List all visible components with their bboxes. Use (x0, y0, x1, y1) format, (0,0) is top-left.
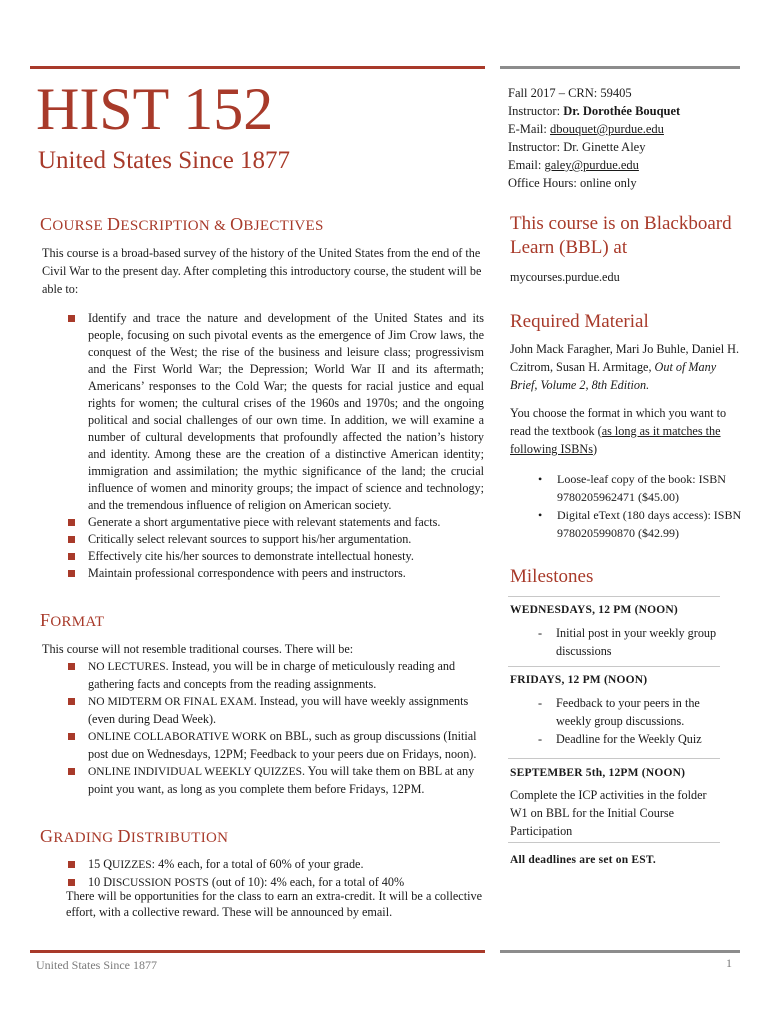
footer-rule-left (30, 950, 485, 953)
instructor-1: Instructor: Dr. Dorothée Bouquet (508, 104, 681, 118)
blackboard-url[interactable]: mycourses.purdue.edu (510, 270, 620, 284)
objective-item: Generate a short argumentative piece with relevant statements and facts. (64, 514, 484, 531)
deadlines-note: All deadlines are set on EST. (510, 854, 656, 866)
milestone-friday: FRIDAYS, 12 PM (NOON) (510, 674, 648, 686)
course-code: HIST 152 (36, 76, 274, 142)
milestone-item: - Deadline for the Weekly Quiz (510, 730, 720, 748)
grading-item-discussions: 10 DISCUSSION POSTS (out of 10): 4% each, for a total of 40% (64, 874, 484, 892)
milestone-wednesday: WEDNESDAYS, 12 PM (NOON) (510, 604, 678, 616)
format-item: ONLINE COLLABORATIVE WORK on BBL, such as group discussions (Initial post due on Wednesdays, 12PM; Feedback to your peers due on Fridays, noon). (64, 728, 484, 763)
email-1-link[interactable]: dbouquet@purdue.edu (550, 122, 664, 136)
instructor-1-name: Dr. Dorothée Bouquet (563, 104, 681, 118)
instructor-2: Instructor: Dr. Ginette Aley (508, 140, 646, 154)
milestones-divider-4 (508, 842, 720, 843)
milestones-divider-2 (508, 666, 720, 667)
description-intro: This course is a broad-based survey of the history of the United States from the end of the Civil War to the present day. After completing this introductory course, the student will be able to: (42, 246, 482, 296)
friday-items (510, 694, 720, 748)
format-item: NO MIDTERM OR FINAL EXAM. Instead, you will have weekly assignments (even during Dead Week). (64, 693, 484, 728)
september-text: Complete the ICP activities in the folder W1 on BBL for the Initial Course Participation (510, 788, 707, 838)
description-heading: COURSE DESCRIPTION & OBJECTIVES (40, 214, 324, 234)
milestones-heading: Milestones (510, 566, 594, 587)
office-hours: Office Hours: online only (508, 176, 637, 190)
option-loose-leaf: • Loose-leaf copy of the book: ISBN 9780205962471 ($45.00) (510, 470, 742, 506)
grading-list (64, 856, 484, 892)
format-heading: FORMAT (40, 610, 105, 630)
format-list (64, 658, 484, 798)
isbn-note: as long as it matches the following ISBNs (510, 424, 721, 456)
course-info (508, 84, 743, 192)
material-heading: Required Material (510, 311, 649, 332)
milestone-september: SEPTEMBER 5th, 12PM (NOON) (510, 767, 686, 779)
wednesday-items (510, 624, 720, 660)
top-rule-left (30, 66, 485, 69)
email-1: E-Mail: dbouquet@purdue.edu (508, 122, 664, 136)
format-intro: This course will not resemble traditional courses. There will be: (42, 642, 354, 656)
material-authors: John Mack Faragher, Mari Jo Buhle, Daniel H. Czitrom, Susan H. Armitage, Out of Many Brief, Volume 2, 8th Edition. (510, 342, 739, 392)
term: Fall 2017 – CRN: 59405 (508, 86, 632, 100)
top-rule-right (500, 66, 740, 69)
footer-rule-right (500, 950, 740, 953)
objective-item: Maintain professional correspondence with peers and instructors. (64, 565, 484, 582)
book-title: Out of Many Brief, Volume 2, 8th Edition (510, 360, 717, 392)
extra-credit-note: There will be opportunities for the class to earn an extra-credit. It will be a collective effort, with a collective reward. These will be announced by email. (66, 889, 482, 919)
milestones-divider-3 (508, 758, 720, 759)
objective-item: Identify and trace the nature and development of the United States and its people, focusing on such pivotal events as the emergence of Jim Crow laws, the conquest of the West; the rise of the business and leisure class; progressivism and the First World War; the Depression; World War II and its aftermath; Americans’ responses to the Cold War; the quests for racial justice and equal rights for women; the cultural crises of the 1960s and 1970s; and the ongoing political and social challenges of our own time. In addition, we will examine a number of cultural developments that profoundly affected the nation’s history and identity. Among these are the creation of a distinctive American identity; immigration and assimilation; the mythic significance of the land; the crucial influence of women and minority groups; the impact of science and technology; and the tremendous influence of religion on American society. (64, 310, 484, 514)
format-item: NO LECTURES. Instead, you will be in charge of meticulously reading and gathering facts and concepts from the reading assignments. (64, 658, 484, 693)
footer-course-name: United States Since 1877 (36, 958, 157, 972)
material-format-note: You choose the format in which you want to read the textbook (as long as it matches the following ISBNs) (510, 406, 727, 456)
option-etext: • Digital eText (180 days access): ISBN 9780205990870 ($42.99) (510, 506, 742, 542)
material-options (510, 470, 742, 542)
email-2: Email: galey@purdue.edu (508, 158, 639, 172)
blackboard-heading: This course is on Blackboard Learn (BBL) at (510, 213, 732, 258)
email-2-link[interactable]: galey@purdue.edu (544, 158, 639, 172)
objective-item: Effectively cite his/her sources to demonstrate intellectual honesty. (64, 548, 484, 565)
milestones-divider-1 (508, 596, 720, 597)
objective-item: Critically select relevant sources to support his/her argumentation. (64, 531, 484, 548)
milestone-item: - Initial post in your weekly group discussions (510, 624, 720, 660)
format-item: ONLINE INDIVIDUAL WEEKLY QUIZZES. You will take them on BBL at any point you want, as long as you complete them before Fridays, 12PM. (64, 763, 484, 798)
objectives-list (64, 310, 484, 582)
grading-item-quizzes: 15 QUIZZES: 4% each, for a total of 60% of your grade. (64, 856, 484, 874)
grading-heading: GRADING DISTRIBUTION (40, 826, 229, 846)
page-number: 1 (726, 956, 732, 970)
course-name: United States Since 1877 (38, 147, 291, 174)
milestone-item: - Feedback to your peers in the weekly group discussions. (510, 694, 720, 730)
